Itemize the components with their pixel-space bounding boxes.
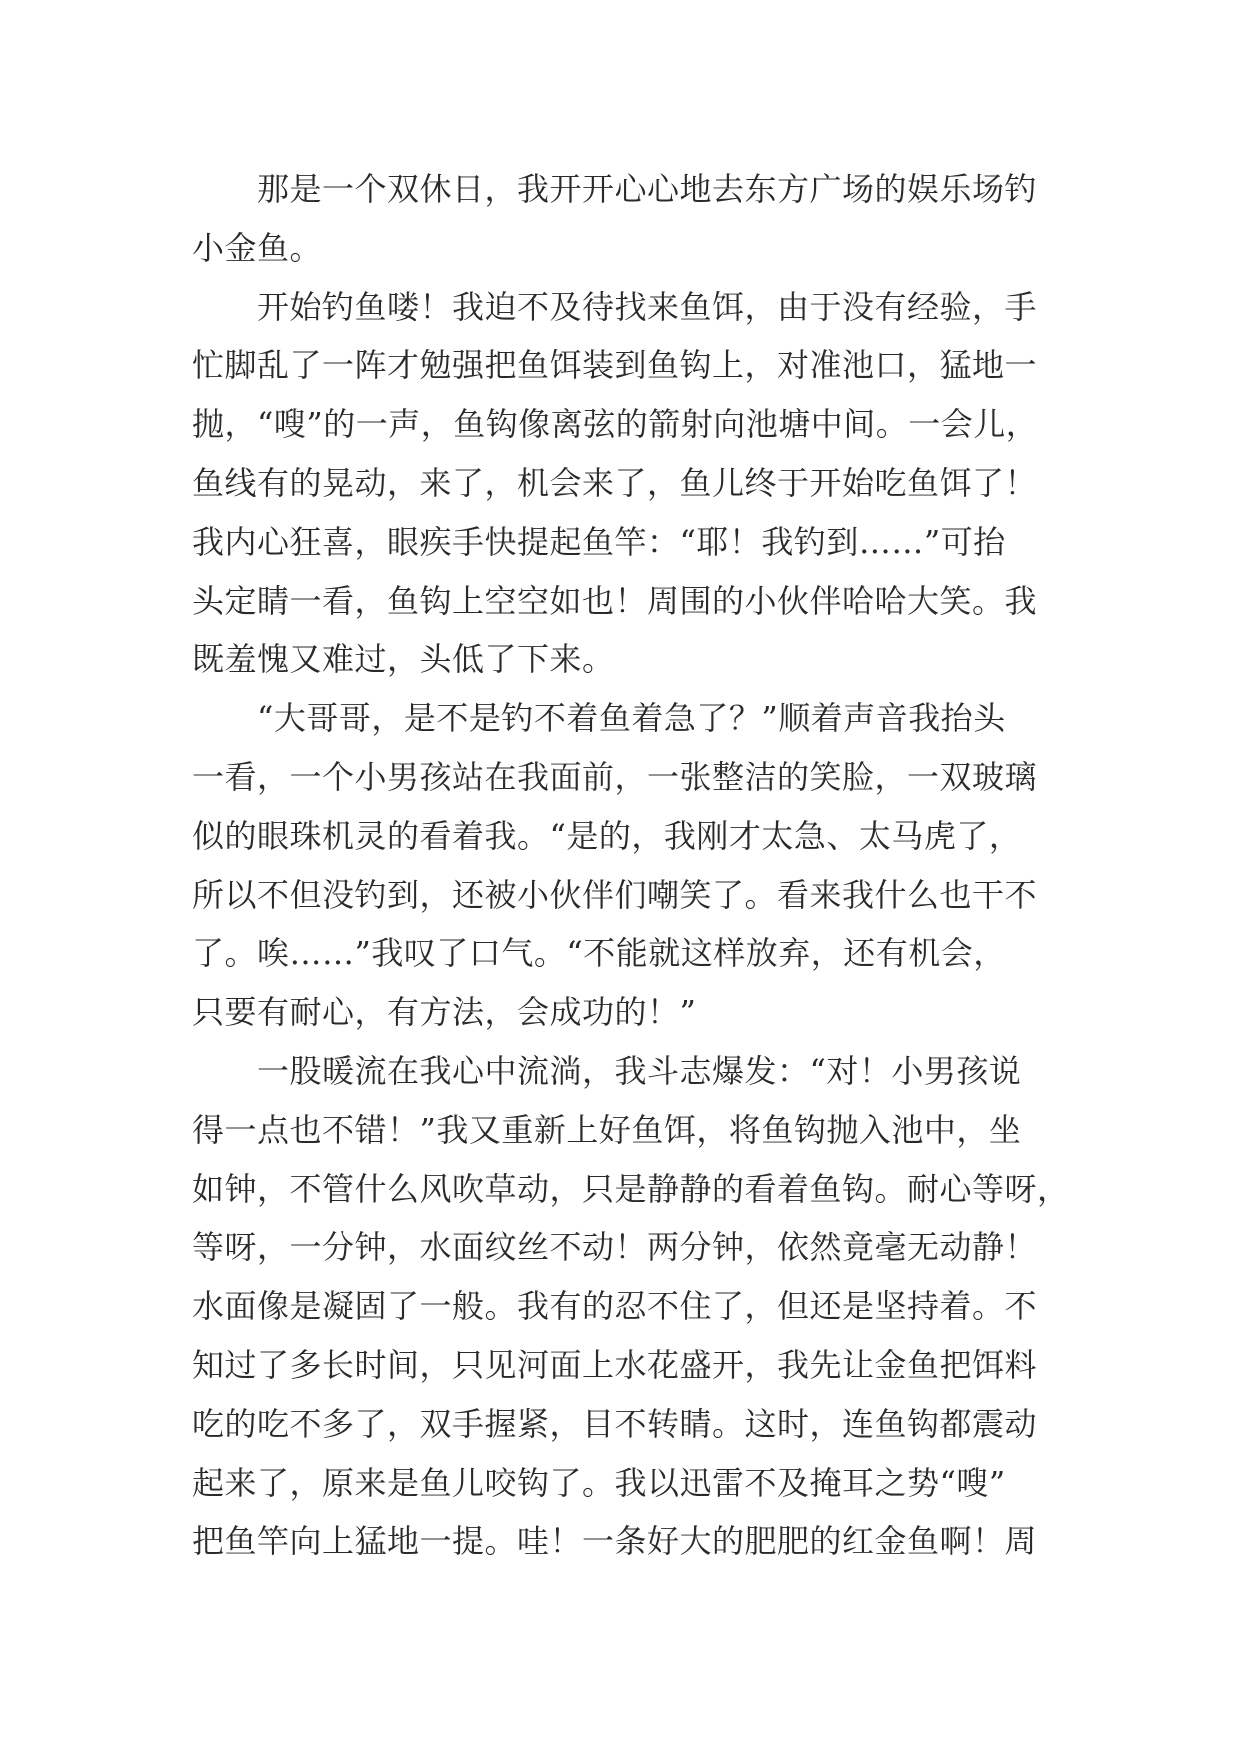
text-line: 小金鱼。 (192, 228, 323, 267)
text-line: “大哥哥，是不是钓不着鱼着急了？”顺着声音我抬头 (192, 699, 1006, 738)
document-body (192, 160, 1070, 1571)
text-line: 我内心狂喜，眼疾手快提起鱼竿：“耶！我钓到……”可抬 (192, 522, 1006, 561)
text-line: 所以不但没钓到，还被小伙伴们嘲笑了。看来我什么也干不 (192, 875, 1038, 914)
text-line: 得一点也不错！”我又重新上好鱼饵，将鱼钩抛入池中，坐 (192, 1110, 1022, 1149)
text-line: 水面像是凝固了一般。我有的忍不住了，但还是坚持着。不 (192, 1287, 1038, 1326)
text-line: 如钟，不管什么风吹草动，只是静静的看着鱼钩。耐心等呀， (192, 1169, 1070, 1208)
text-line: 只要有耐心，有方法，会成功的！” (192, 993, 697, 1032)
text-line: 吃的吃不多了，双手握紧，目不转睛。这时，连鱼钩都震动 (192, 1404, 1038, 1443)
text-line: 一看，一个小男孩站在我面前，一张整洁的笑脸，一双玻璃 (192, 757, 1038, 796)
text-line: 了。唉……”我叹了口气。“不能就这样放弃，还有机会， (192, 934, 1006, 973)
text-line: 那是一个双休日，我开开心心地去东方广场的娱乐场钓 (192, 170, 1038, 208)
text-line: 知过了多长时间，只见河面上水花盛开，我先让金鱼把饵料 (192, 1345, 1038, 1384)
text-line: 把鱼竿向上猛地一提。哇！一条好大的肥肥的红金鱼啊！周 (192, 1522, 1038, 1561)
text-line: 头定睛一看，鱼钩上空空如也！周围的小伙伴哈哈大笑。我 (192, 581, 1038, 620)
text-line: 一股暖流在我心中流淌，我斗志爆发：“对！小男孩说 (192, 1051, 1022, 1090)
text-line: 开始钓鱼喽！我迫不及待找来鱼饵，由于没有经验，手 (192, 287, 1038, 326)
text-line: 抛，“嗖”的一声，鱼钩像离弦的箭射向池塘中间。一会儿， (192, 405, 1039, 444)
text-line: 起来了，原来是鱼儿咬钩了。我以迅雷不及掩耳之势“嗖” (192, 1463, 1006, 1502)
text-line: 等呀，一分钟，水面纹丝不动！两分钟，依然竟毫无动静！ (192, 1228, 1038, 1267)
text-line: 鱼线有的晃动，来了，机会来了，鱼儿终于开始吃鱼饵了！ (192, 463, 1038, 502)
text-line: 忙脚乱了一阵才勉强把鱼饵装到鱼钩上，对准池口，猛地一 (192, 346, 1038, 385)
text-line: 既羞愧又难过，头低了下来。 (192, 640, 615, 679)
text-line: 似的眼珠机灵的看着我。“是的，我刚才太急、太马虎了， (192, 816, 1022, 855)
